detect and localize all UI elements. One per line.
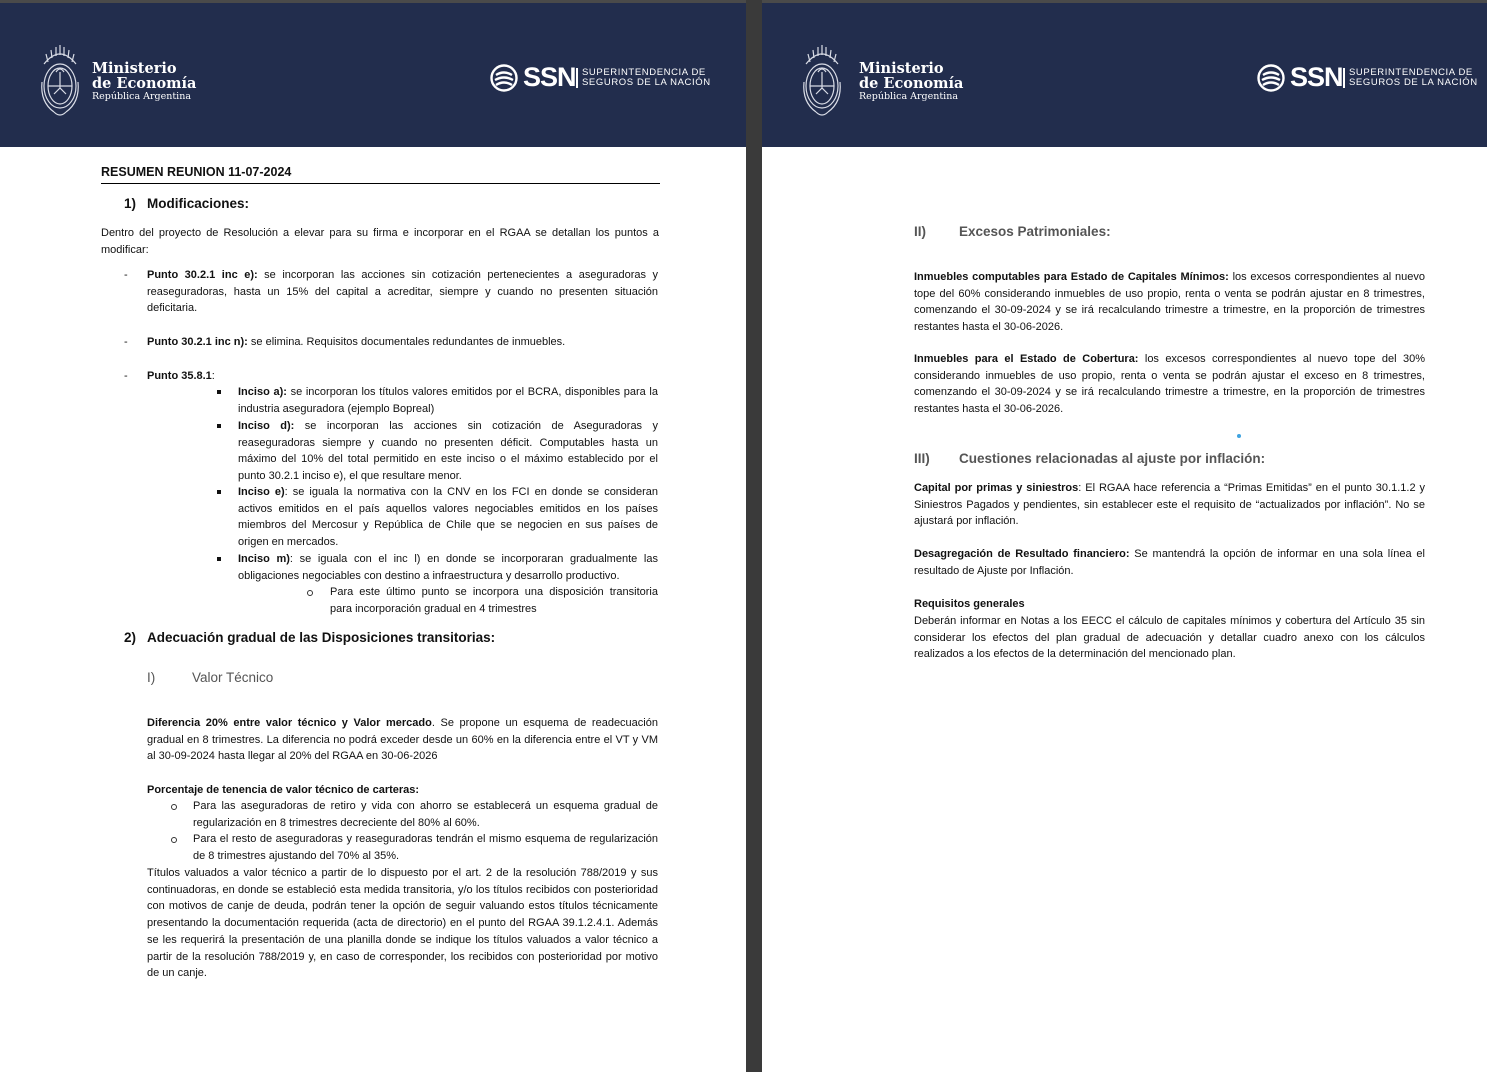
punto-colon: : — [211, 370, 215, 382]
circle-bullet — [171, 804, 177, 810]
requisitos-paragraph: Deberán informar en Notas a los EECC el cálculo de capitales mínimos y cobertura del Artículo 35 sin considerar los efectos del plan gradual de adecuación y detallar cuadro anexo con los cálculos realizados a los efectos de la determinación del mencionado plan. — [914, 615, 1425, 661]
punto-label: Punto 30.2.1 inc n): — [147, 336, 248, 348]
subsection-III-heading: Cuestiones relacionadas al ajuste por inflación: — [959, 451, 1266, 466]
inciso-label: Inciso e) — [238, 486, 285, 498]
ministry-line-2: de Economía — [92, 75, 197, 92]
ministry-subtitle: República Argentina — [859, 91, 958, 102]
ssn-circle-icon — [1257, 64, 1285, 92]
circle-bullet — [171, 837, 177, 843]
national-seal-icon — [800, 42, 844, 118]
paragraph-label: Capital por primas y siniestros — [914, 482, 1079, 494]
paragraph-label: Diferencia 20% entre valor técnico y Valor mercado — [147, 717, 432, 729]
page-1-body — [0, 147, 746, 1072]
document-page-2 — [762, 0, 1487, 1072]
capital-primas-paragraph — [914, 480, 1425, 530]
document-title: RESUMEN REUNION 11-07-2024 — [101, 163, 660, 184]
section-1-number: 1) — [124, 196, 137, 211]
inciso-e — [238, 484, 658, 551]
paragraph-text: Se mantendrá la opción de informar en una sola línea el resultado de Ajuste por Inflación. — [914, 548, 1425, 577]
ssn-fullname — [1349, 68, 1478, 88]
porcentaje-bullet-2: Para el resto de aseguradoras y reaseguradoras tendrán el mismo esquema de regularización de 8 trimestres ajustando del 70% al 35%. — [193, 833, 658, 862]
porcentaje-bullet-1: Para las aseguradoras de retiro y vida con ahorro se establecerá un esquema gradual de regularización en 8 trimestres decreciente del 80% al 60%. — [193, 800, 658, 829]
ssn-acronym: SSN — [1290, 62, 1343, 92]
porcentaje-heading: Porcentaje de tenencia de valor técnico de carteras: — [147, 784, 420, 796]
subsection-II-heading: Excesos Patrimoniales: — [959, 224, 1111, 239]
circle-bullet — [307, 590, 313, 596]
square-bullet — [217, 557, 221, 561]
punto-text: se incorporan las acciones sin cotización pertenecientes a aseguradoras y reaseguradoras, hasta un 15% del capital a acreditar, siempre y cuando no presenten situación deficitaria. — [147, 269, 658, 315]
ministry-line-1: Ministerio — [92, 60, 177, 77]
inciso-text: : se iguala la normativa con la CNV en los FCI en donde se consideran activos emitidos en el país aquellos valores negociables emitidos en los países miembros del Mercosur y República de Chile que se negocien en sus países de origen en mercados. — [238, 486, 659, 549]
page-2-body — [762, 147, 1487, 1072]
subsection-III-number: III) — [914, 451, 930, 466]
inciso-label: Inciso m) — [238, 553, 290, 565]
page-header — [762, 0, 1487, 147]
inciso-m — [238, 551, 658, 584]
ministry-logo-text — [859, 61, 963, 103]
section-2-number: 2) — [124, 630, 137, 645]
titulos-paragraph: Títulos valuados a valor técnico a partir de lo dispuesto por el art. 2 de la resolución 788/2019 y sus continuadoras, en donde se estableció esta medida transitoria, y/o los títulos recibidos con posterioridad con motivos de canje de deuda, podrán tener la opción de seguir valuando estos títulos técnicamente presentando la documentación requerida (acta de directorio) en el punto del RGAA 39.1.2.4.1. Además se les requerirá la presentación de una planilla donde se indique los títulos valuados a valor técnico a partir de la resolución 788/2019 y, en caso de corresponder, los recibidos con posterioridad por motivo de un canje. — [147, 867, 658, 980]
requisitos-heading: Requisitos generales — [914, 598, 1025, 610]
page-header — [0, 0, 746, 147]
ssn-fullname — [582, 68, 711, 88]
square-bullet — [217, 424, 221, 428]
ministry-line-1: Ministerio — [859, 60, 944, 77]
bullet-dash: - — [124, 370, 128, 382]
inmuebles-capitales-paragraph — [914, 269, 1425, 336]
ssn-divider — [576, 68, 578, 88]
paragraph-text: los excesos correspondientes al nuevo tope del 30% considerando inmuebles de uso propio, renta o venta se podrán ajustar el exceso en 8 trimestres, comenzando el 30-09-2024 y se irá recalculando trimestre a trimestre, en la proporción de trimestres restantes hasta el 30-06-2026. — [914, 353, 1425, 416]
square-bullet — [217, 490, 221, 494]
ministry-subtitle: República Argentina — [92, 91, 191, 102]
inmuebles-cobertura-paragraph — [914, 351, 1425, 418]
subsection-I-number: I) — [147, 670, 156, 685]
subsection-II-number: II) — [914, 224, 926, 239]
section-1-intro: Dentro del proyecto de Resolución a elevar para su firma e incorporar en el RGAA se detallan los puntos a modificar: — [101, 227, 659, 256]
header-top-border — [762, 0, 1487, 3]
diferencia-paragraph — [147, 715, 658, 765]
inciso-label: Inciso d): — [238, 420, 295, 432]
paragraph-label: Inmuebles para el Estado de Cobertura: — [914, 353, 1139, 365]
section-1-heading: Modificaciones: — [147, 196, 250, 211]
punto-label: Punto 35.8.1 — [147, 370, 212, 382]
ssn-name-line-1: SUPERINTENDENCIA DE — [582, 67, 706, 78]
punto-text: se elimina. Requisitos documentales redundantes de inmuebles. — [247, 336, 566, 348]
desagregacion-paragraph — [914, 546, 1425, 579]
ssn-name-line-1: SUPERINTENDENCIA DE — [1349, 67, 1473, 78]
ssn-name-line-2: SEGUROS DE LA NACIÓN — [1349, 77, 1478, 88]
inciso-text: se incorporan los títulos valores emitidos por el BCRA, disponibles para la industria aseguradora (ejemplo Bopreal) — [238, 386, 658, 415]
inciso-label: Inciso a): — [238, 386, 287, 398]
paragraph-label: Inmuebles computables para Estado de Capitales Mínimos: — [914, 271, 1229, 283]
punto-35-8-1 — [147, 368, 658, 385]
bullet-dash: - — [124, 336, 128, 348]
ssn-acronym: SSN — [523, 62, 576, 92]
inciso-text: se incorporan las acciones sin cotización de Aseguradoras y reaseguradoras siempre y cuando no presenten déficit. Computables hasta un máximo del 10% del total permitido en este inciso o el máximo establecido por el punto 30.2.1 inciso e), el que resultare menor. — [238, 420, 659, 483]
ssn-divider — [1343, 68, 1345, 88]
inciso-text: : se iguala con el inc l) en donde se incorporaran gradualmente las obligaciones negociables con destino a infraestructura y desarrollo productivo. — [238, 553, 658, 582]
ssn-circle-icon — [490, 64, 518, 92]
subsection-I-heading: Valor Técnico — [192, 670, 274, 685]
inciso-d — [238, 418, 658, 485]
square-bullet — [217, 390, 221, 394]
section-2-heading: Adecuación gradual de las Disposiciones transitorias: — [147, 630, 496, 645]
ministry-logo-text — [92, 61, 196, 103]
punto-label: Punto 30.2.1 inc e): — [147, 269, 258, 281]
ministry-line-2: de Economía — [859, 75, 964, 92]
paragraph-text: los excesos correspondientes al nuevo tope del 60% considerando inmuebles de uso propio, renta o venta se podrán ajustar en 8 trimestres, comenzando el 30-09-2024 y se irá recalculando trimestre a trimestre, en la proporción de trimestres restantes hasta el 30-06-2026. — [914, 271, 1425, 334]
paragraph-text: : El RGAA hace referencia a “Primas Emitidas” en el punto 30.1.1.2 y Siniestros Pagados y pendientes, sin establecer este el requisito de “actualizados por inflación”. No se ajustará por inflación. — [914, 482, 1425, 528]
national-seal-icon — [38, 42, 82, 118]
ssn-name-line-2: SEGUROS DE LA NACIÓN — [582, 77, 711, 88]
punto-30-2-1-e — [147, 267, 658, 317]
inciso-a — [238, 384, 658, 417]
inciso-m-note: Para este último punto se incorpora una disposición transitoria para incorporación gradual en 4 trimestres — [330, 586, 658, 615]
punto-30-2-1-n — [147, 334, 658, 351]
paragraph-text: . Se propone un esquema de readecuación gradual en 8 trimestres. La diferencia no podrá exceder desde un 60% en la diferencia entre el VT y VM al 30-09-2024 hasta llegar al 20% del RGAA en 30-06-2026 — [147, 717, 658, 763]
header-top-border — [0, 0, 746, 3]
cursor-dot — [1237, 434, 1241, 438]
bullet-dash: - — [124, 269, 128, 281]
paragraph-label: Desagregación de Resultado financiero: — [914, 548, 1130, 560]
